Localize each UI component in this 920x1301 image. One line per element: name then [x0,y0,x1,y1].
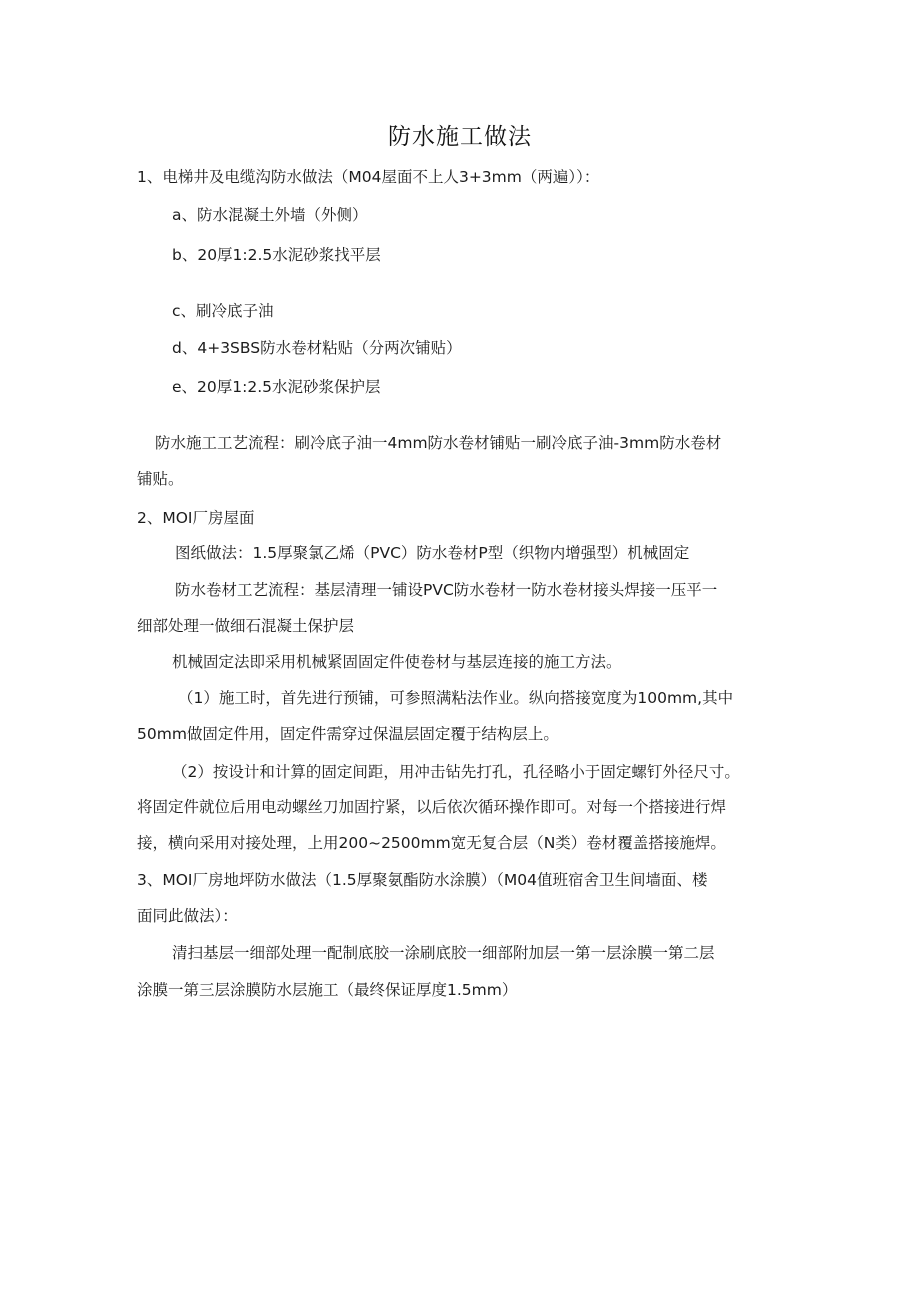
document-title: 防水施工做法 [388,124,532,150]
section1-process-line1: 防水施工工艺流程：刷冷底子油一4mm防水卷材铺贴一刷冷底子油-3mm防水卷材 [155,434,722,452]
section2-drawing-method: 图纸做法：1.5厚聚氯乙烯（PVC）防水卷材P型（织物内增强型）机械固定 [175,544,690,562]
section2-heading: 2、MOI厂房屋面 [137,509,255,527]
section1-item-a: a、防水混凝土外墙（外侧） [172,206,368,224]
section2-step2-line2: 将固定件就位后用电动螺丝刀加固拧紧，以后依次循环操作即可。对每一个搭接进行焊 [137,798,727,816]
section3-flow-line1: 清扫基层一细部处理一配制底胶一涂刷底胶一细部附加层一第一层涂膜一第二层 [172,944,715,962]
section2-step1-line2: 50mm做固定件用，固定件需穿过保温层固定覆于结构层上。 [137,725,559,743]
section1-item-d: d、4+3SBS防水卷材粘贴（分两次铺贴） [172,339,462,357]
section2-mech-intro: 机械固定法即采用机械紧固固定件使卷材与基层连接的施工方法。 [172,653,622,671]
section1-item-b: b、20厚1:2.5水泥砂浆找平层 [172,246,381,264]
section3-flow-line2: 涂膜一第三层涂膜防水层施工（最终保证厚度1.5mm） [137,981,518,999]
section1-heading: 1、电梯井及电缆沟防水做法（M04屋面不上人3+3mm（两遍））： [137,168,600,186]
section1-item-e: e、20厚1:2.5水泥砂浆保护层 [172,378,381,396]
section1-item-c: c、刷冷底子油 [172,302,274,320]
section2-flow-line1: 防水卷材工艺流程：基层清理一铺设PVC防水卷材一防水卷材接头焊接一压平一 [175,581,718,599]
section2-step1-line1: （1）施工时，首先进行预铺，可参照满粘法作业。纵向搭接宽度为100mm,其中 [178,689,734,707]
section2-step2-line1: （2）按设计和计算的固定间距，用冲击钻先打孔，孔径略小于固定螺钉外径尺寸。 [172,763,740,781]
section1-process-line2: 铺贴。 [137,470,184,488]
section3-heading-line1: 3、MOI厂房地坪防水做法（1.5厚聚氨酯防水涂膜）（M04值班宿舍卫生间墙面、楼 [137,871,708,889]
section2-step2-line3: 接，横向采用对接处理，上用200~2500mm宽无复合层（N类）卷材覆盖搭接施焊。 [137,834,726,852]
section2-flow-line2: 细部处理一做细石混凝土保护层 [137,617,355,635]
section3-heading-line2: 面同此做法）： [137,907,238,925]
